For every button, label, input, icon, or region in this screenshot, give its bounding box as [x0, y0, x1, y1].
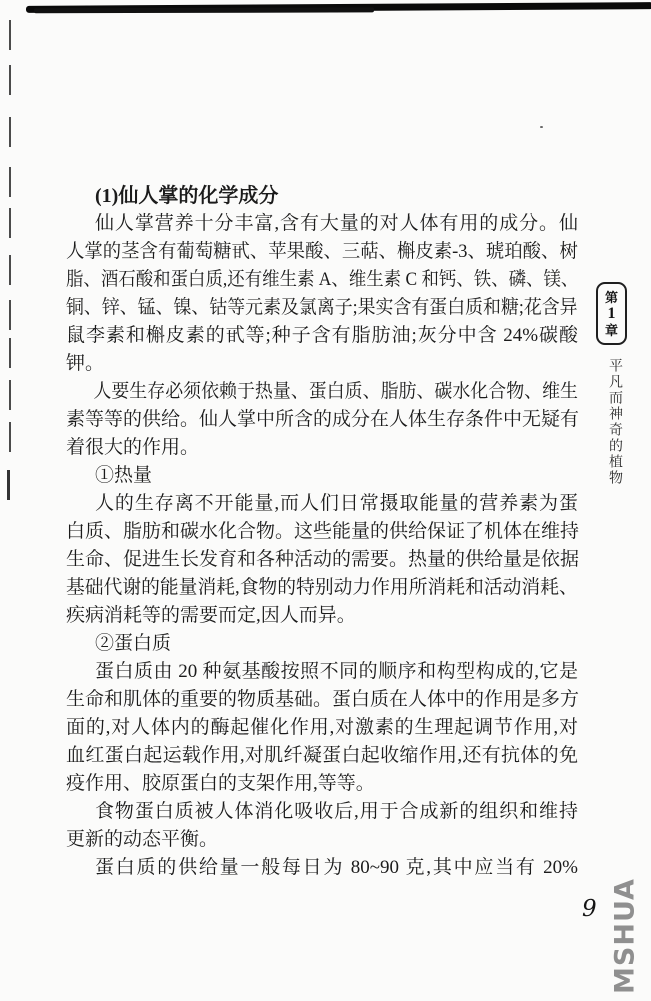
text-line: 食物蛋白质被人体消化吸收后,用于合成新的组织和维持 — [95, 801, 578, 822]
scan-mark — [9, 20, 11, 50]
scan-mark — [9, 255, 11, 285]
text-line: 白质、脂肪和碳水化合物。这些能量的供给保证了机体在维持 — [66, 521, 580, 542]
text-line: ①热量 — [95, 465, 153, 486]
text-line: 面的,对人体内的酶起催化作用,对激素的生理起调节作用,对 — [66, 717, 578, 738]
text-line: 血红蛋白起运载作用,对肌纤凝蛋白起收缩作用,还有抗体的免 — [66, 745, 578, 766]
chapter-title-vertical: 平凡而神奇的植物 — [607, 358, 622, 486]
text-line: 钾。 — [66, 353, 105, 374]
text-line: 蛋白质由 20 种氨基酸按照不同的顺序和构型构成的,它是 — [95, 661, 578, 682]
text-line: 更新的动态平衡。 — [66, 829, 219, 850]
page-number: 9 — [582, 896, 597, 922]
text-line: 蛋白质的供给量一般每日为 80~90 克,其中应当有 20% — [95, 857, 578, 878]
text-line: 铜、锌、锰、镍、钴等元素及氯离子;果实含有蛋白质和糖;花含异 — [66, 297, 578, 318]
text-line: (1)仙人掌的化学成分 — [95, 185, 279, 207]
text-line: 生命、促进生长发育和各种活动的需要。热量的供给量是依据 — [66, 549, 580, 570]
scan-mark — [9, 380, 11, 410]
text-line: 脂、酒石酸和蛋白质,还有维生素 A、维生素 C 和钙、铁、磷、镁、 — [66, 269, 579, 290]
text-line: 生命和肌体的重要的物质基础。蛋白质在人体中的作用是多方 — [66, 689, 580, 710]
text-line: 素等等的供给。仙人掌中所含的成分在人体生存条件中无疑有 — [66, 409, 580, 430]
scan-mark — [9, 208, 11, 238]
scan-mark — [9, 117, 11, 147]
scan-mark — [7, 470, 10, 500]
scan-edge-artifact — [26, 2, 651, 13]
text-line: 人要生存必须依赖于热量、蛋白质、脂肪、碳水化合物、维生 — [93, 381, 579, 402]
chapter-char: 第 — [604, 289, 618, 305]
text-line: 基础代谢的能量消耗,食物的特别动力作用所消耗和活动消耗、 — [66, 577, 578, 598]
text-line: ②蛋白质 — [95, 633, 172, 654]
scan-mark — [9, 65, 11, 95]
text-line: 疾病消耗等的需要而定,因人而异。 — [66, 605, 356, 626]
text-line: 疫作用、胶原蛋白的支架作用,等等。 — [66, 773, 375, 794]
text-line: 人的生存离不开能量,而人们日常摄取能量的营养素为蛋 — [95, 493, 578, 514]
page-text — [66, 182, 578, 882]
chapter-number-box — [596, 282, 627, 345]
chapter-tab — [596, 282, 627, 486]
chapter-char: 章 — [604, 322, 618, 338]
text-line: 仙人掌营养十分丰富,含有大量的对人体有用的成分。仙 — [95, 213, 578, 234]
text-line: 着很大的作用。 — [66, 437, 200, 458]
scan-mark — [9, 300, 11, 330]
scan-mark — [9, 338, 11, 368]
scan-mark — [9, 167, 11, 197]
text-line: 人掌的茎含有葡萄糖甙、苹果酸、三萜、槲皮素-3、琥珀酸、树 — [66, 241, 578, 262]
scan-mark — [9, 422, 11, 452]
text-line: 鼠李素和槲皮素的甙等;种子含有脂肪油;灰分中含 24%碳酸 — [66, 325, 578, 346]
scan-speck — [540, 126, 543, 128]
watermark-text: MSHUA — [609, 878, 641, 994]
chapter-number: 1 — [607, 304, 616, 322]
